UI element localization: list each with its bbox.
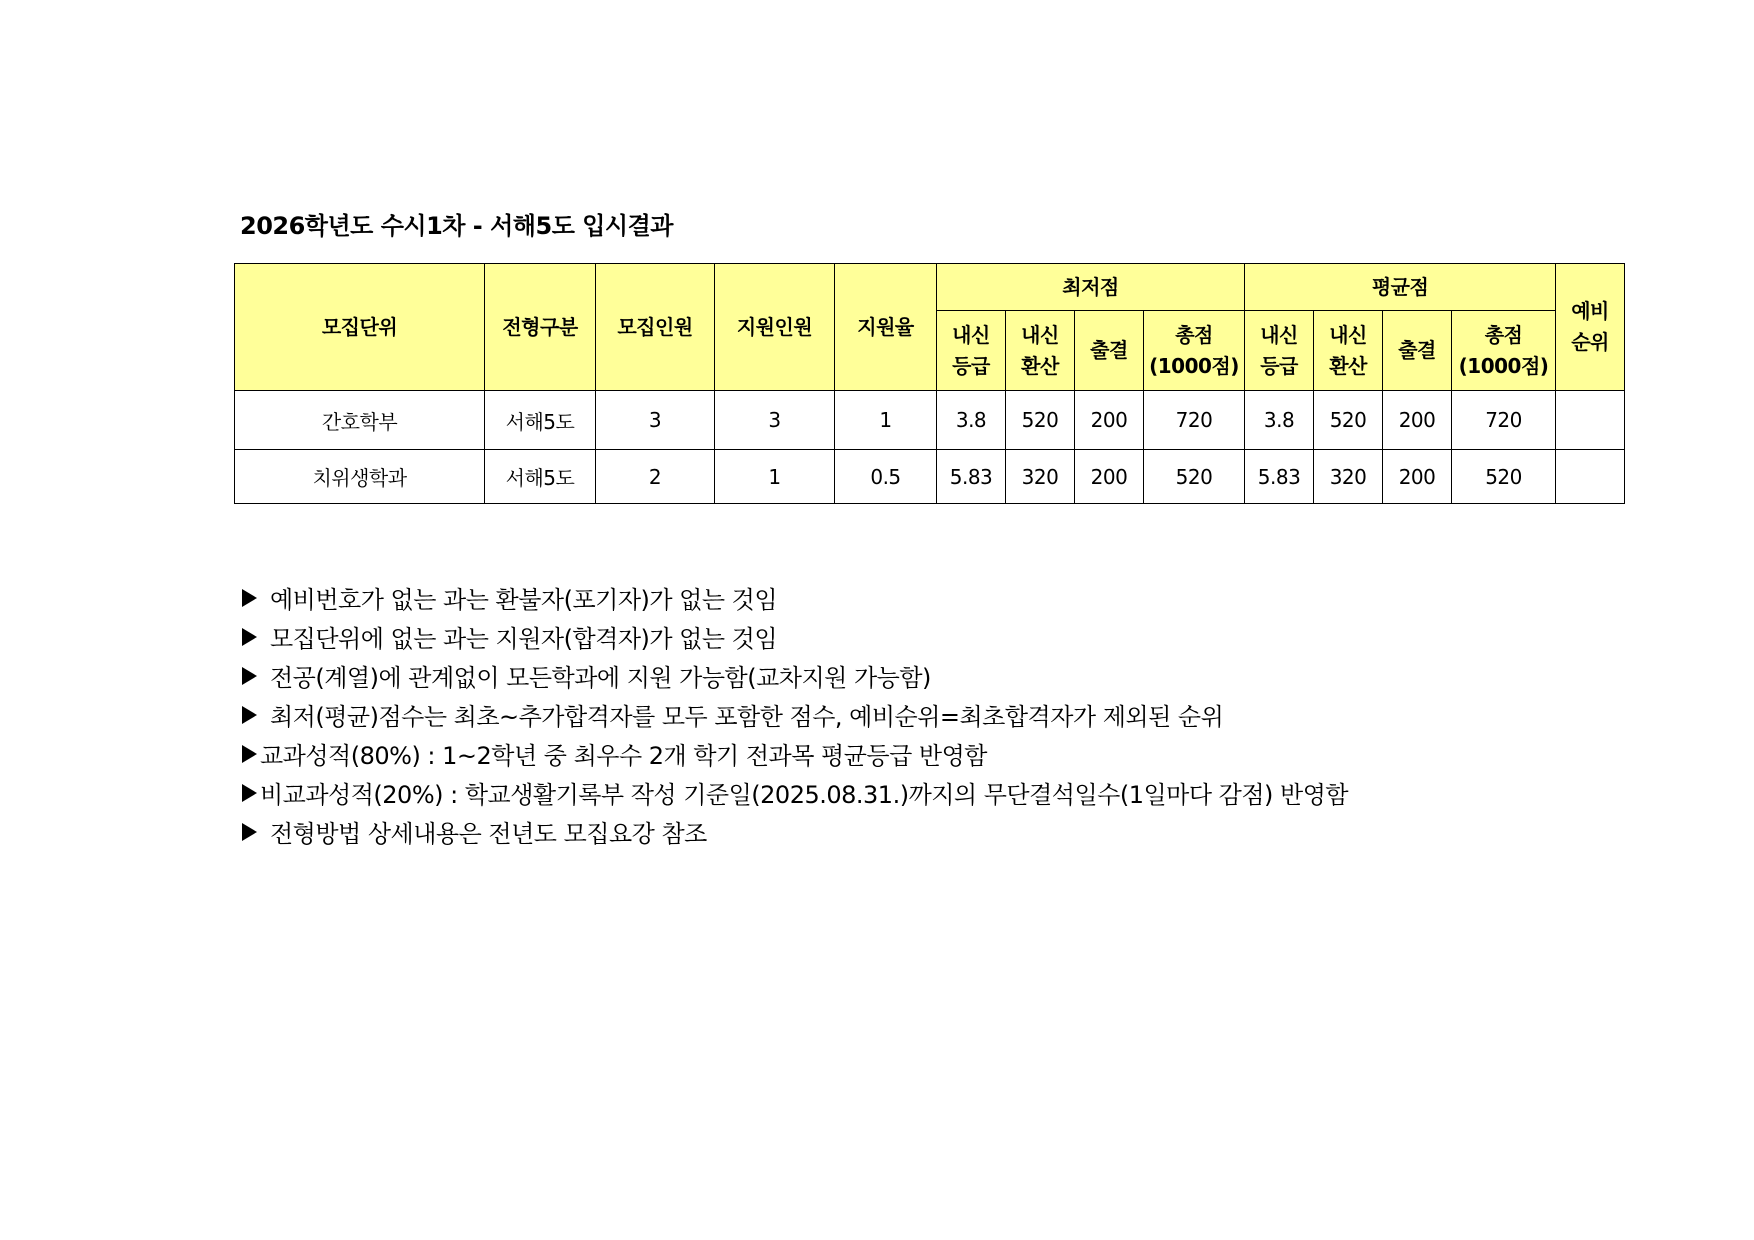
table-row xyxy=(235,450,1625,504)
cell-unit: 치위생학과 xyxy=(235,450,485,504)
cell-quota: 2 xyxy=(596,450,715,504)
cell-applicants: 1 xyxy=(715,450,835,504)
cell-avg-attendance: 200 xyxy=(1383,450,1452,504)
note-item xyxy=(242,734,1348,773)
triangle-bullet-icon xyxy=(242,823,257,841)
header-min-total: 총점 (1000점) xyxy=(1144,311,1245,391)
cell-min-attendance: 200 xyxy=(1075,391,1144,450)
cell-reserve xyxy=(1556,391,1625,450)
notes-list xyxy=(242,578,1348,851)
cell-min-total: 520 xyxy=(1144,450,1245,504)
cell-type: 서해5도 xyxy=(485,450,596,504)
header-avg-converted: 내신 환산 xyxy=(1314,311,1383,391)
note-item xyxy=(242,656,1348,695)
header-min-converted: 내신 환산 xyxy=(1006,311,1075,391)
cell-avg-grade: 5.83 xyxy=(1245,450,1314,504)
cell-avg-grade: 3.8 xyxy=(1245,391,1314,450)
note-text: 예비번호가 없는 과는 환불자(포기자)가 없는 것임 xyxy=(270,586,778,614)
cell-applicants: 3 xyxy=(715,391,835,450)
header-rate: 지원율 xyxy=(835,264,937,391)
cell-min-converted: 320 xyxy=(1006,450,1075,504)
cell-rate: 0.5 xyxy=(835,450,937,504)
cell-unit: 간호학부 xyxy=(235,391,485,450)
triangle-bullet-icon xyxy=(242,667,257,685)
triangle-bullet-icon xyxy=(242,628,257,646)
header-type: 전형구분 xyxy=(485,264,596,391)
triangle-bullet-icon xyxy=(242,784,257,802)
cell-min-total: 720 xyxy=(1144,391,1245,450)
note-item xyxy=(242,773,1348,812)
note-text: 전공(계열)에 관계없이 모든학과에 지원 가능함(교차지원 가능함) xyxy=(270,664,931,692)
header-avg-total: 총점 (1000점) xyxy=(1452,311,1556,391)
cell-min-grade: 5.83 xyxy=(937,450,1006,504)
header-min-attendance: 출결 xyxy=(1075,311,1144,391)
header-applicants: 지원인원 xyxy=(715,264,835,391)
cell-rate: 1 xyxy=(835,391,937,450)
cell-avg-total: 520 xyxy=(1452,450,1556,504)
header-avg-attendance: 출결 xyxy=(1383,311,1452,391)
header-min-score-group: 최저점 xyxy=(937,264,1245,311)
admission-results-table xyxy=(234,263,1625,504)
header-row-group xyxy=(235,264,1625,311)
note-item xyxy=(242,812,1348,851)
cell-reserve xyxy=(1556,450,1625,504)
header-avg-grade: 내신 등급 xyxy=(1245,311,1314,391)
header-min-grade: 내신 등급 xyxy=(937,311,1006,391)
header-avg-score-group: 평균점 xyxy=(1245,264,1556,311)
note-text: 교과성적(80%) : 1~2학년 중 최우수 2개 학기 전과목 평균등급 반영함 xyxy=(260,742,987,770)
cell-type: 서해5도 xyxy=(485,391,596,450)
cell-avg-converted: 320 xyxy=(1314,450,1383,504)
triangle-bullet-icon xyxy=(242,589,257,607)
table-row xyxy=(235,391,1625,450)
cell-avg-total: 720 xyxy=(1452,391,1556,450)
note-text: 최저(평균)점수는 최초~추가합격자를 모두 포함한 점수, 예비순위=최초합격자가 제외된 순위 xyxy=(270,703,1224,731)
cell-min-converted: 520 xyxy=(1006,391,1075,450)
note-text: 비교과성적(20%) : 학교생활기록부 작성 기준일(2025.08.31.)까지의 무단결석일수(1일마다 감점) 반영함 xyxy=(260,781,1349,809)
cell-avg-converted: 520 xyxy=(1314,391,1383,450)
note-item xyxy=(242,578,1348,617)
note-text: 모집단위에 없는 과는 지원자(합격자)가 없는 것임 xyxy=(270,625,778,653)
triangle-bullet-icon xyxy=(242,745,257,763)
cell-quota: 3 xyxy=(596,391,715,450)
header-quota: 모집인원 xyxy=(596,264,715,391)
header-unit: 모집단위 xyxy=(235,264,485,391)
note-text: 전형방법 상세내용은 전년도 모집요강 참조 xyxy=(270,820,707,848)
note-item xyxy=(242,695,1348,734)
cell-min-attendance: 200 xyxy=(1075,450,1144,504)
page-title: 2026학년도 수시1차 - 서해5도 입시결과 xyxy=(240,212,673,240)
cell-min-grade: 3.8 xyxy=(937,391,1006,450)
cell-avg-attendance: 200 xyxy=(1383,391,1452,450)
header-reserve-rank: 예비 순위 xyxy=(1556,264,1625,391)
note-item xyxy=(242,617,1348,656)
triangle-bullet-icon xyxy=(242,706,257,724)
